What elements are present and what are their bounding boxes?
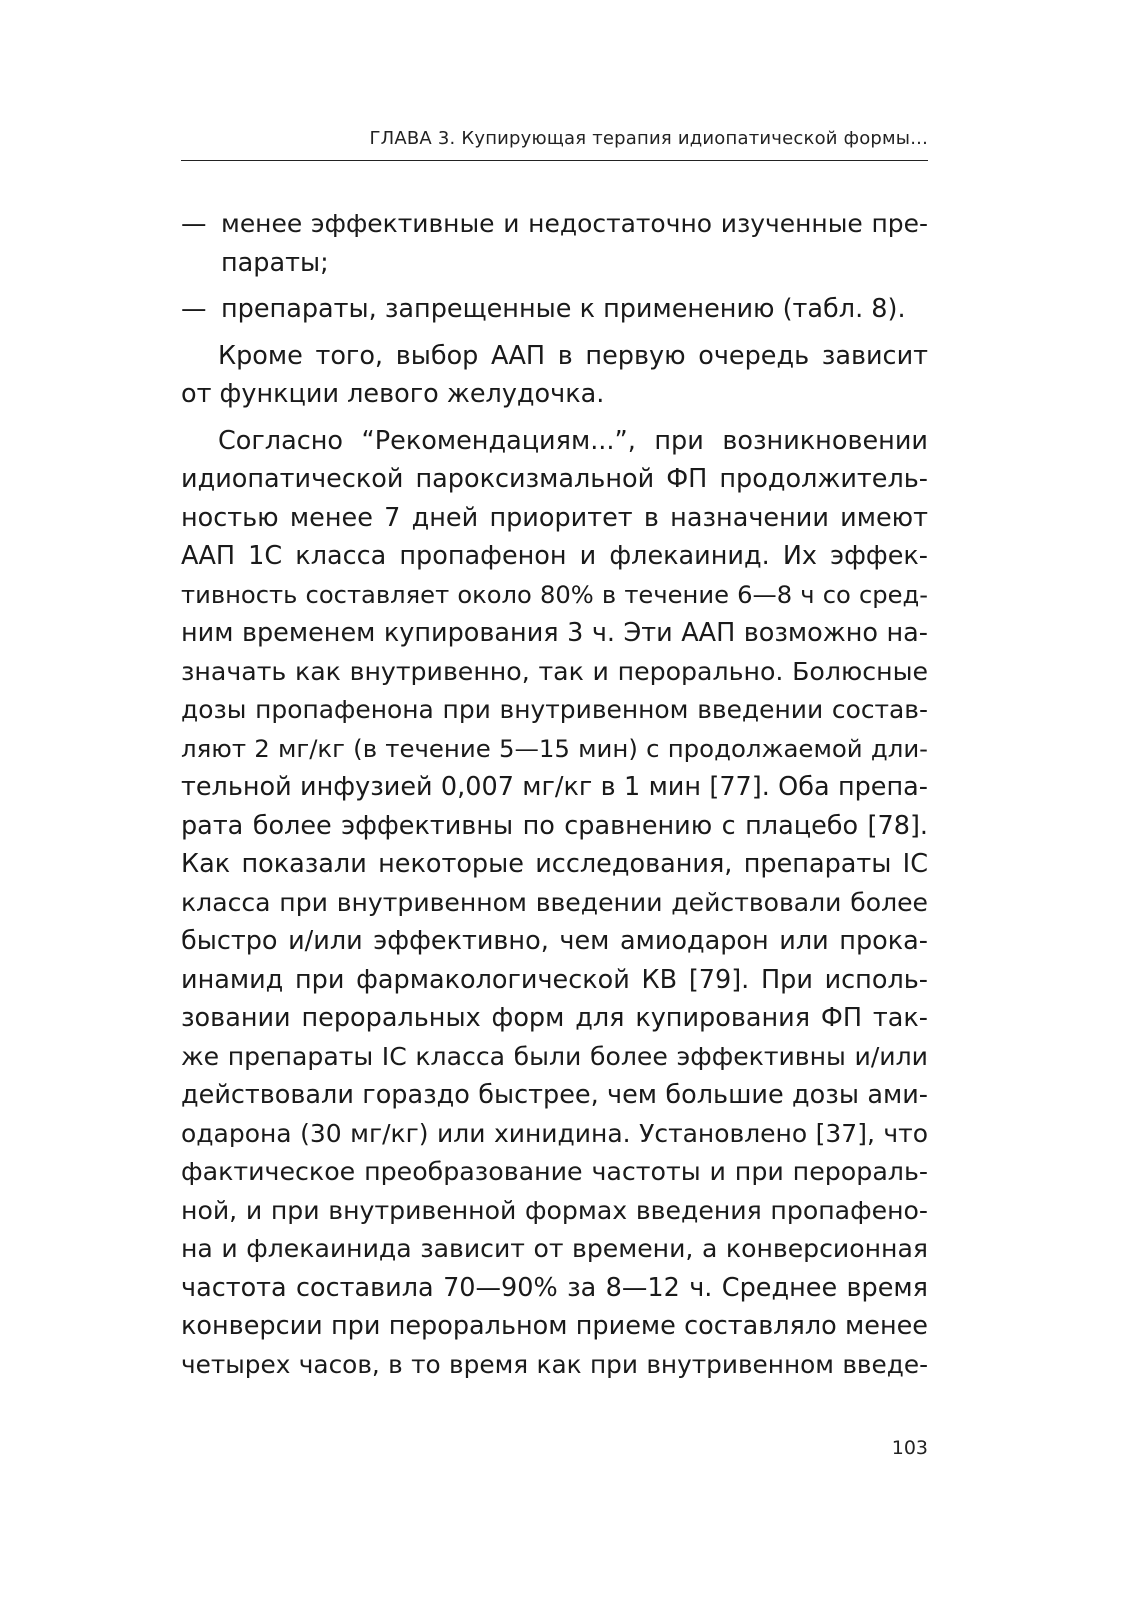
paragraph — [181, 337, 928, 414]
text-line: на и флекаинида зависит от времени, а конверсионная — [181, 1234, 928, 1263]
text-line: ляют 2 мг/кг (в течение 5—15 мин) с продолжаемой дли- — [181, 733, 928, 763]
text-line: Как показали некоторые исследования, препараты IC — [181, 849, 928, 879]
list-dash: — — [181, 294, 207, 324]
text-line: зовании пероральных форм для купирования ФП так- — [181, 1003, 928, 1033]
list-item — [181, 290, 928, 329]
body-text — [181, 205, 928, 1384]
text-line: класса при внутривенном введении действовали более — [181, 887, 928, 917]
text-line: идиопатической пароксизмальной ФП продолжитель- — [181, 464, 928, 494]
list-item — [181, 205, 928, 282]
text-line: параты; — [221, 247, 329, 278]
text-line: быстро и/или эффективно, чем амиодарон или прока- — [181, 926, 928, 956]
text-line: тельной инфузией 0,007 мг/кг в 1 мин [77]. Оба препа- — [181, 772, 928, 802]
text-line: действовали гораздо быстрее, чем большие дозы ами- — [181, 1080, 928, 1110]
text-line: ной, и при внутривенной формах введения пропафено- — [181, 1195, 928, 1225]
text-line: инамид при фармакологической КВ [79]. При исполь- — [181, 964, 928, 995]
text-line: рата более эффективны по сравнению с плацебо [78]. — [181, 810, 928, 841]
text-line: фактическое преобразование частоты и при перораль- — [181, 1157, 928, 1186]
text-line: одарона (30 мг/кг) или хинидина. Установлено [37], что — [181, 1118, 928, 1148]
text-line: четырех часов, в то время как при внутривенном введе- — [181, 1349, 928, 1379]
running-header-title: ГЛАВА 3. Купирующая терапия идиопатической формы... — [369, 128, 928, 149]
text-line: Согласно “Рекомендациям...”, при возникновении — [218, 425, 928, 456]
text-line: от функции левого желудочка. — [181, 379, 605, 409]
text-line: менее эффективные и недостаточно изученные пре- — [221, 209, 928, 238]
text-line: конверсии при пероральном приеме составляло менее — [181, 1311, 928, 1341]
text-line: частота составила 70—90% за 8—12 ч. Среднее время — [181, 1272, 928, 1303]
text-line: дозы пропафенона при внутривенном введении состав- — [181, 695, 928, 724]
text-line: ним временем купирования 3 ч. Эти ААП возможно на- — [181, 618, 928, 648]
paragraph — [181, 422, 928, 1385]
text-line: ААП 1С класса пропафенон и флекаинид. Их эффек- — [181, 541, 928, 571]
text-line: же препараты IC класса были более эффективны и/или — [181, 1041, 928, 1071]
text-line: тивность составляет около 80% в течение 6—8 ч со сред- — [181, 580, 928, 609]
page-number: 103 — [891, 1437, 928, 1459]
text-line: ностью менее 7 дней приоритет в назначении имеют — [181, 502, 928, 533]
text-line: значать как внутривенно, так и перорально. Болюсные — [181, 656, 928, 686]
text-line: Кроме того, выбор ААП в первую очередь зависит — [218, 340, 928, 371]
list-dash: — — [181, 209, 207, 239]
running-header — [181, 124, 928, 161]
text-line: препараты, запрещенные к применению (табл. 8). — [221, 294, 906, 324]
